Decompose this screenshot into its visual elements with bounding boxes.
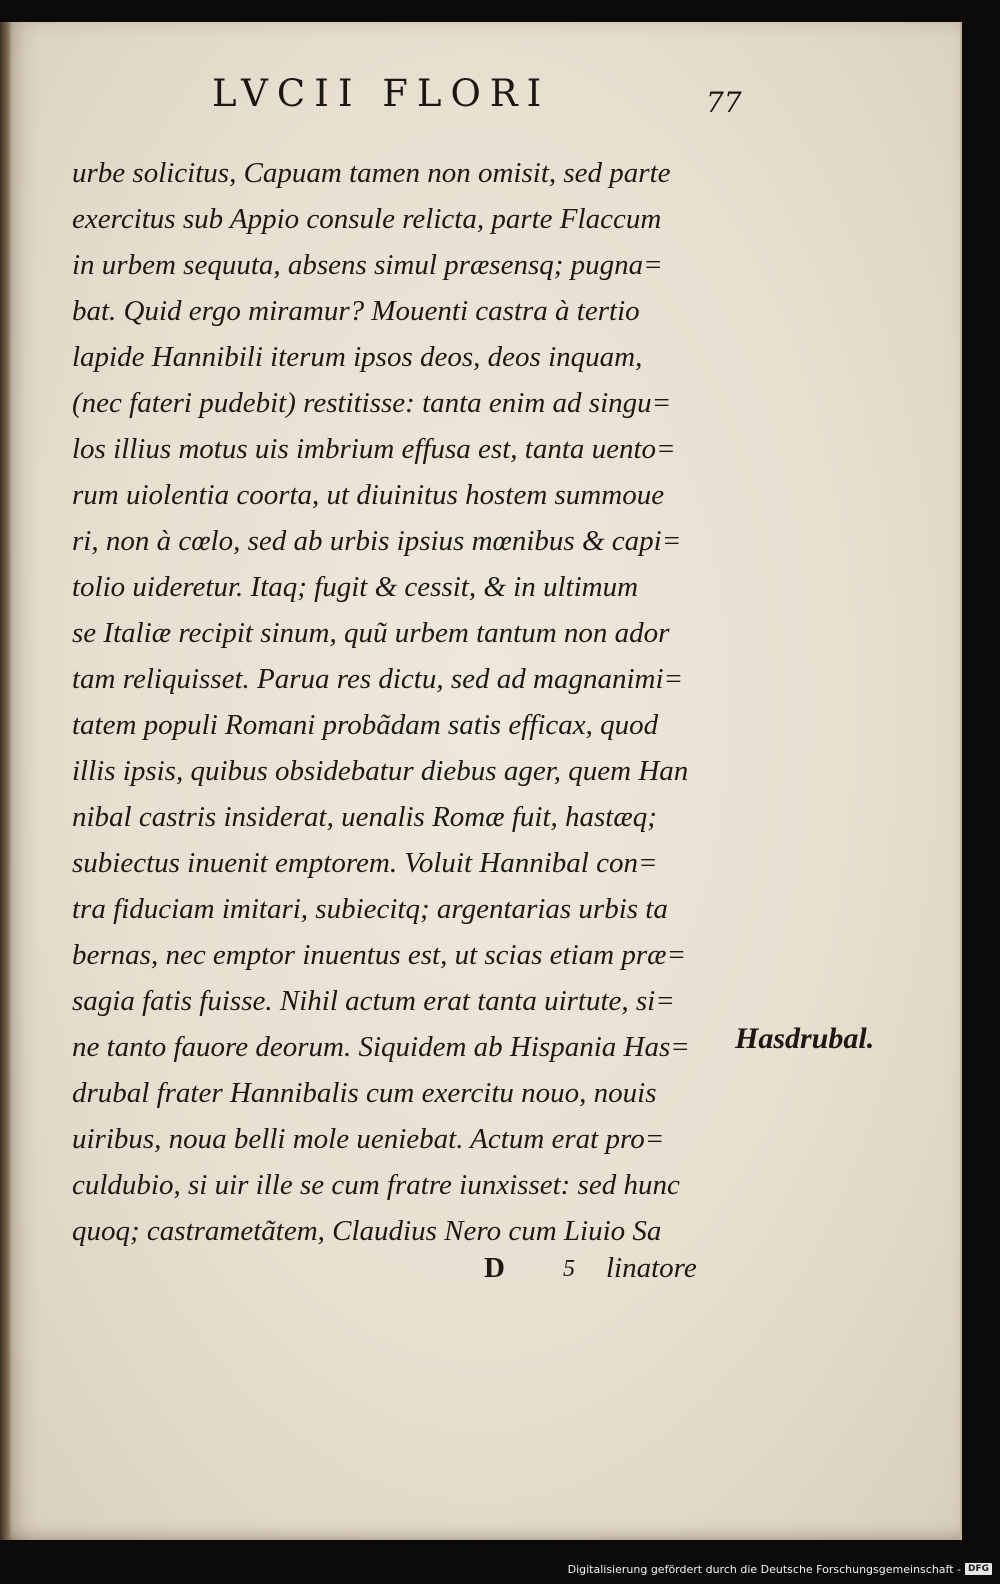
text-line: rum uiolentia coorta, ut diuinitus hostem summoue [72,479,665,511]
text-line: quoq; castrametãtem, Claudius Nero cum Liuio Sa [72,1215,662,1247]
digitization-footer [568,1560,992,1578]
text-line: subiectus inuenit emptorem. Voluit Hannibal con= [72,847,658,879]
text-line: (nec fateri pudebit) restitisse: tanta enim ad singu= [72,387,672,419]
page-gutter-shadow [0,22,12,1540]
marginal-note: Hasdrubal. [735,1022,875,1055]
text-line: drubal frater Hannibalis cum exercitu nouo, nouis [72,1077,657,1109]
text-line: tolio uideretur. Itaq; fugit & cessit, & in ultimum [72,571,639,603]
footer-credit: Digitalisierung gefördert durch die Deutsche Forschungsgemeinschaft - [567,1562,961,1576]
running-head: LVCII FLORI [212,72,551,115]
catchword: linatore [606,1252,697,1284]
text-line: sagia fatis fuisse. Nihil actum erat tanta uirtute, si= [72,985,675,1017]
text-line: se Italiæ recipit sinum, quũ urbem tantum non ador [72,617,670,649]
text-line: ri, non à cœlo, sed ab urbis ipsius mœnibus & capi= [72,525,682,557]
signature-mark: D [484,1252,505,1284]
text-line: los illius motus uis imbrium effusa est, tanta uento= [72,433,676,465]
text-line: urbe solicitus, Capuam tamen non omisit, sed parte [72,157,671,189]
text-line: tam reliquisset. Parua res dictu, sed ad magnanimi= [72,663,684,695]
folio-number: 77 [706,86,742,119]
text-line: bat. Quid ergo miramur? Mouenti castra à tertio [72,295,640,327]
signature-number: 5 [563,1256,575,1282]
text-line: culdubio, si uir ille se cum fratre iunxisset: sed hunc [72,1169,680,1201]
text-line: ne tanto fauore deorum. Siquidem ab Hispania Has= [72,1031,690,1063]
text-line: exercitus sub Appio consule relicta, parte Flaccum [72,203,662,235]
text-line: illis ipsis, quibus obsidebatur diebus ager, quem Han [72,755,689,787]
text-line: tra fiduciam imitari, subiecitq; argentarias urbis ta [72,893,668,925]
body-text [72,150,737,1254]
dfg-logo-icon[interactable]: DFG [965,1563,992,1575]
text-line: nibal castris insiderat, uenalis Romæ fuit, hastæq; [72,801,657,833]
text-line: uiribus, noua belli mole ueniebat. Actum erat pro= [72,1123,665,1155]
text-line: bernas, nec emptor inuentus est, ut scias etiam præ= [72,939,687,971]
text-line: tatem populi Romani probãdam satis efficax, quod [72,709,659,741]
text-line: in urbem sequuta, absens simul præsensq; pugna= [72,249,663,281]
text-line: lapide Hannibili iterum ipsos deos, deos inquam, [72,341,643,373]
